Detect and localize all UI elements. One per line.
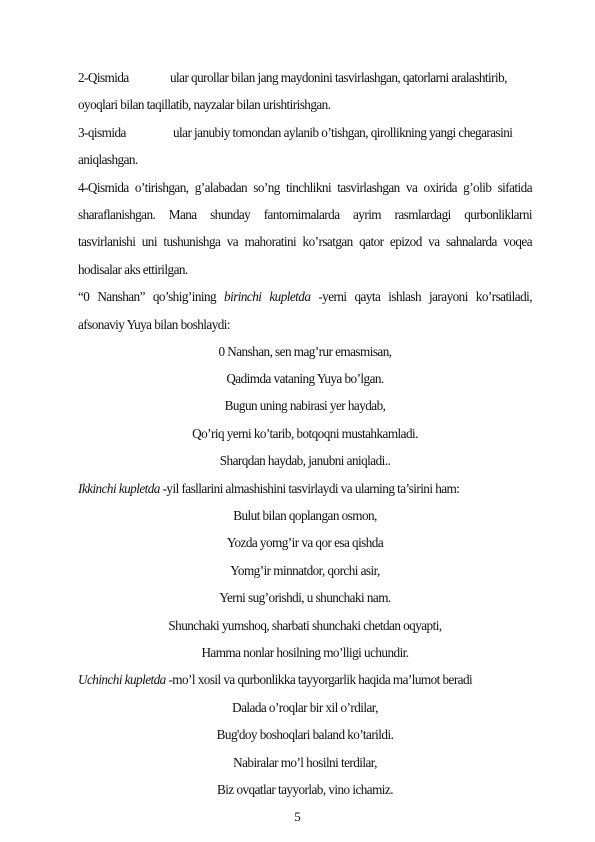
para-nanshan-line1 <box>78 289 532 305</box>
para-couplet-2 <box>78 481 532 497</box>
verse-line: Biz ovqatlar tayyorlab, vino ichamiz. <box>217 782 393 797</box>
para-4-qismida-line4: hodisalar aks ettirilgan. <box>78 262 188 277</box>
verse-line: Qadimda vataning Yuya bo’lgan. <box>226 371 384 386</box>
verse-line: Shunchaki yumshoq, sharbati shunchaki chetdan oqyapti, <box>168 618 442 633</box>
couplet-label: Uchinchi kupletda <box>78 672 166 687</box>
para-couplet-3 <box>78 672 532 688</box>
verse-line: Bulut bilan qoplangan osmon, <box>233 508 377 523</box>
para-2-qismida-line1 <box>78 70 532 86</box>
para-text: -mo’l xosil va qurbonlikka tayyorgarlik haqida ma’lumot beradi <box>168 672 473 687</box>
verse-line: Bugun uning nabirasi yer haydab, <box>224 398 386 413</box>
para-2-qismida-line2: oyoqlari bilan taqillatib, nayzalar bilan urishtirishgan. <box>78 97 331 112</box>
couplet-label: birinchi kupletda <box>224 289 311 304</box>
page-number: 5 <box>294 809 301 824</box>
verse-line: Hamma nonlar hosilning mo’lligi uchundir. <box>201 645 409 660</box>
para-text: “0 Nanshan” qo’shig’ining <box>78 289 217 304</box>
verse-line: Dalada o’roqlar bir xil o’rdilar, <box>232 700 378 715</box>
section-text: ular janubiy tomondan aylanib o’tishgan, qirollikning yangi chegarasini <box>173 125 513 140</box>
verse-line: Sharqdan haydab, janubni aniqladi.. <box>219 453 391 468</box>
verse-line: Yomg’ir minnatdor, qorchi asir, <box>230 563 380 578</box>
verse-line: Bug'doy boshoqlari baland ko’tarildi. <box>216 727 394 742</box>
section-text: ular qurollar bilan jang maydonini tasvirlashgan, qatorlarni aralashtirib, <box>170 70 507 85</box>
para-4-qismida-line3: tasvirlanishi uni tushunishga va mahoratini ko’rsatgan qator epizod va sahnalarda voqea <box>78 234 532 249</box>
verse-line: Nabiralar mo’l hosilni terdilar, <box>233 755 377 770</box>
para-4-qismida-line1: 4-Qismida o’tirishgan, g’alabadan so’ng tinchlikni tasvirlashgan va oxirida g’olib sifatida <box>78 180 532 195</box>
para-3-qismida-line1 <box>78 125 532 141</box>
couplet-label: Ikkinchi kupletda <box>78 481 160 496</box>
verse-line: Yozda yomg’ir va qor esa qishda <box>226 535 384 550</box>
section-label: 2-Qismida <box>78 70 129 85</box>
para-nanshan-line2: afsonaviy Yuya bilan boshlaydi: <box>78 317 231 332</box>
verse-line: 0 Nanshan, sen mag’rur emasmisan, <box>218 344 392 359</box>
para-text: -yil fasllarini almashishini tasvirlaydi va ularning ta’sirini ham: <box>162 481 460 496</box>
para-4-qismida-line2: sharaflanishgan. Mana shunday fantomimalarda ayrim rasmlardagi qurbonliklarni <box>78 207 532 222</box>
para-3-qismida-line2: aniqlashgan. <box>78 152 138 167</box>
section-label: 3-qismida <box>78 125 126 140</box>
verse-line: Qo’riq yerni ko’tarib, botqoqni mustahkamladi. <box>192 426 418 441</box>
verse-line: Yerni sug’orishdi, u shunchaki nam. <box>219 590 391 605</box>
para-text: -yerni qayta ishlash jarayoni ko’rsatiladi, <box>318 289 532 304</box>
